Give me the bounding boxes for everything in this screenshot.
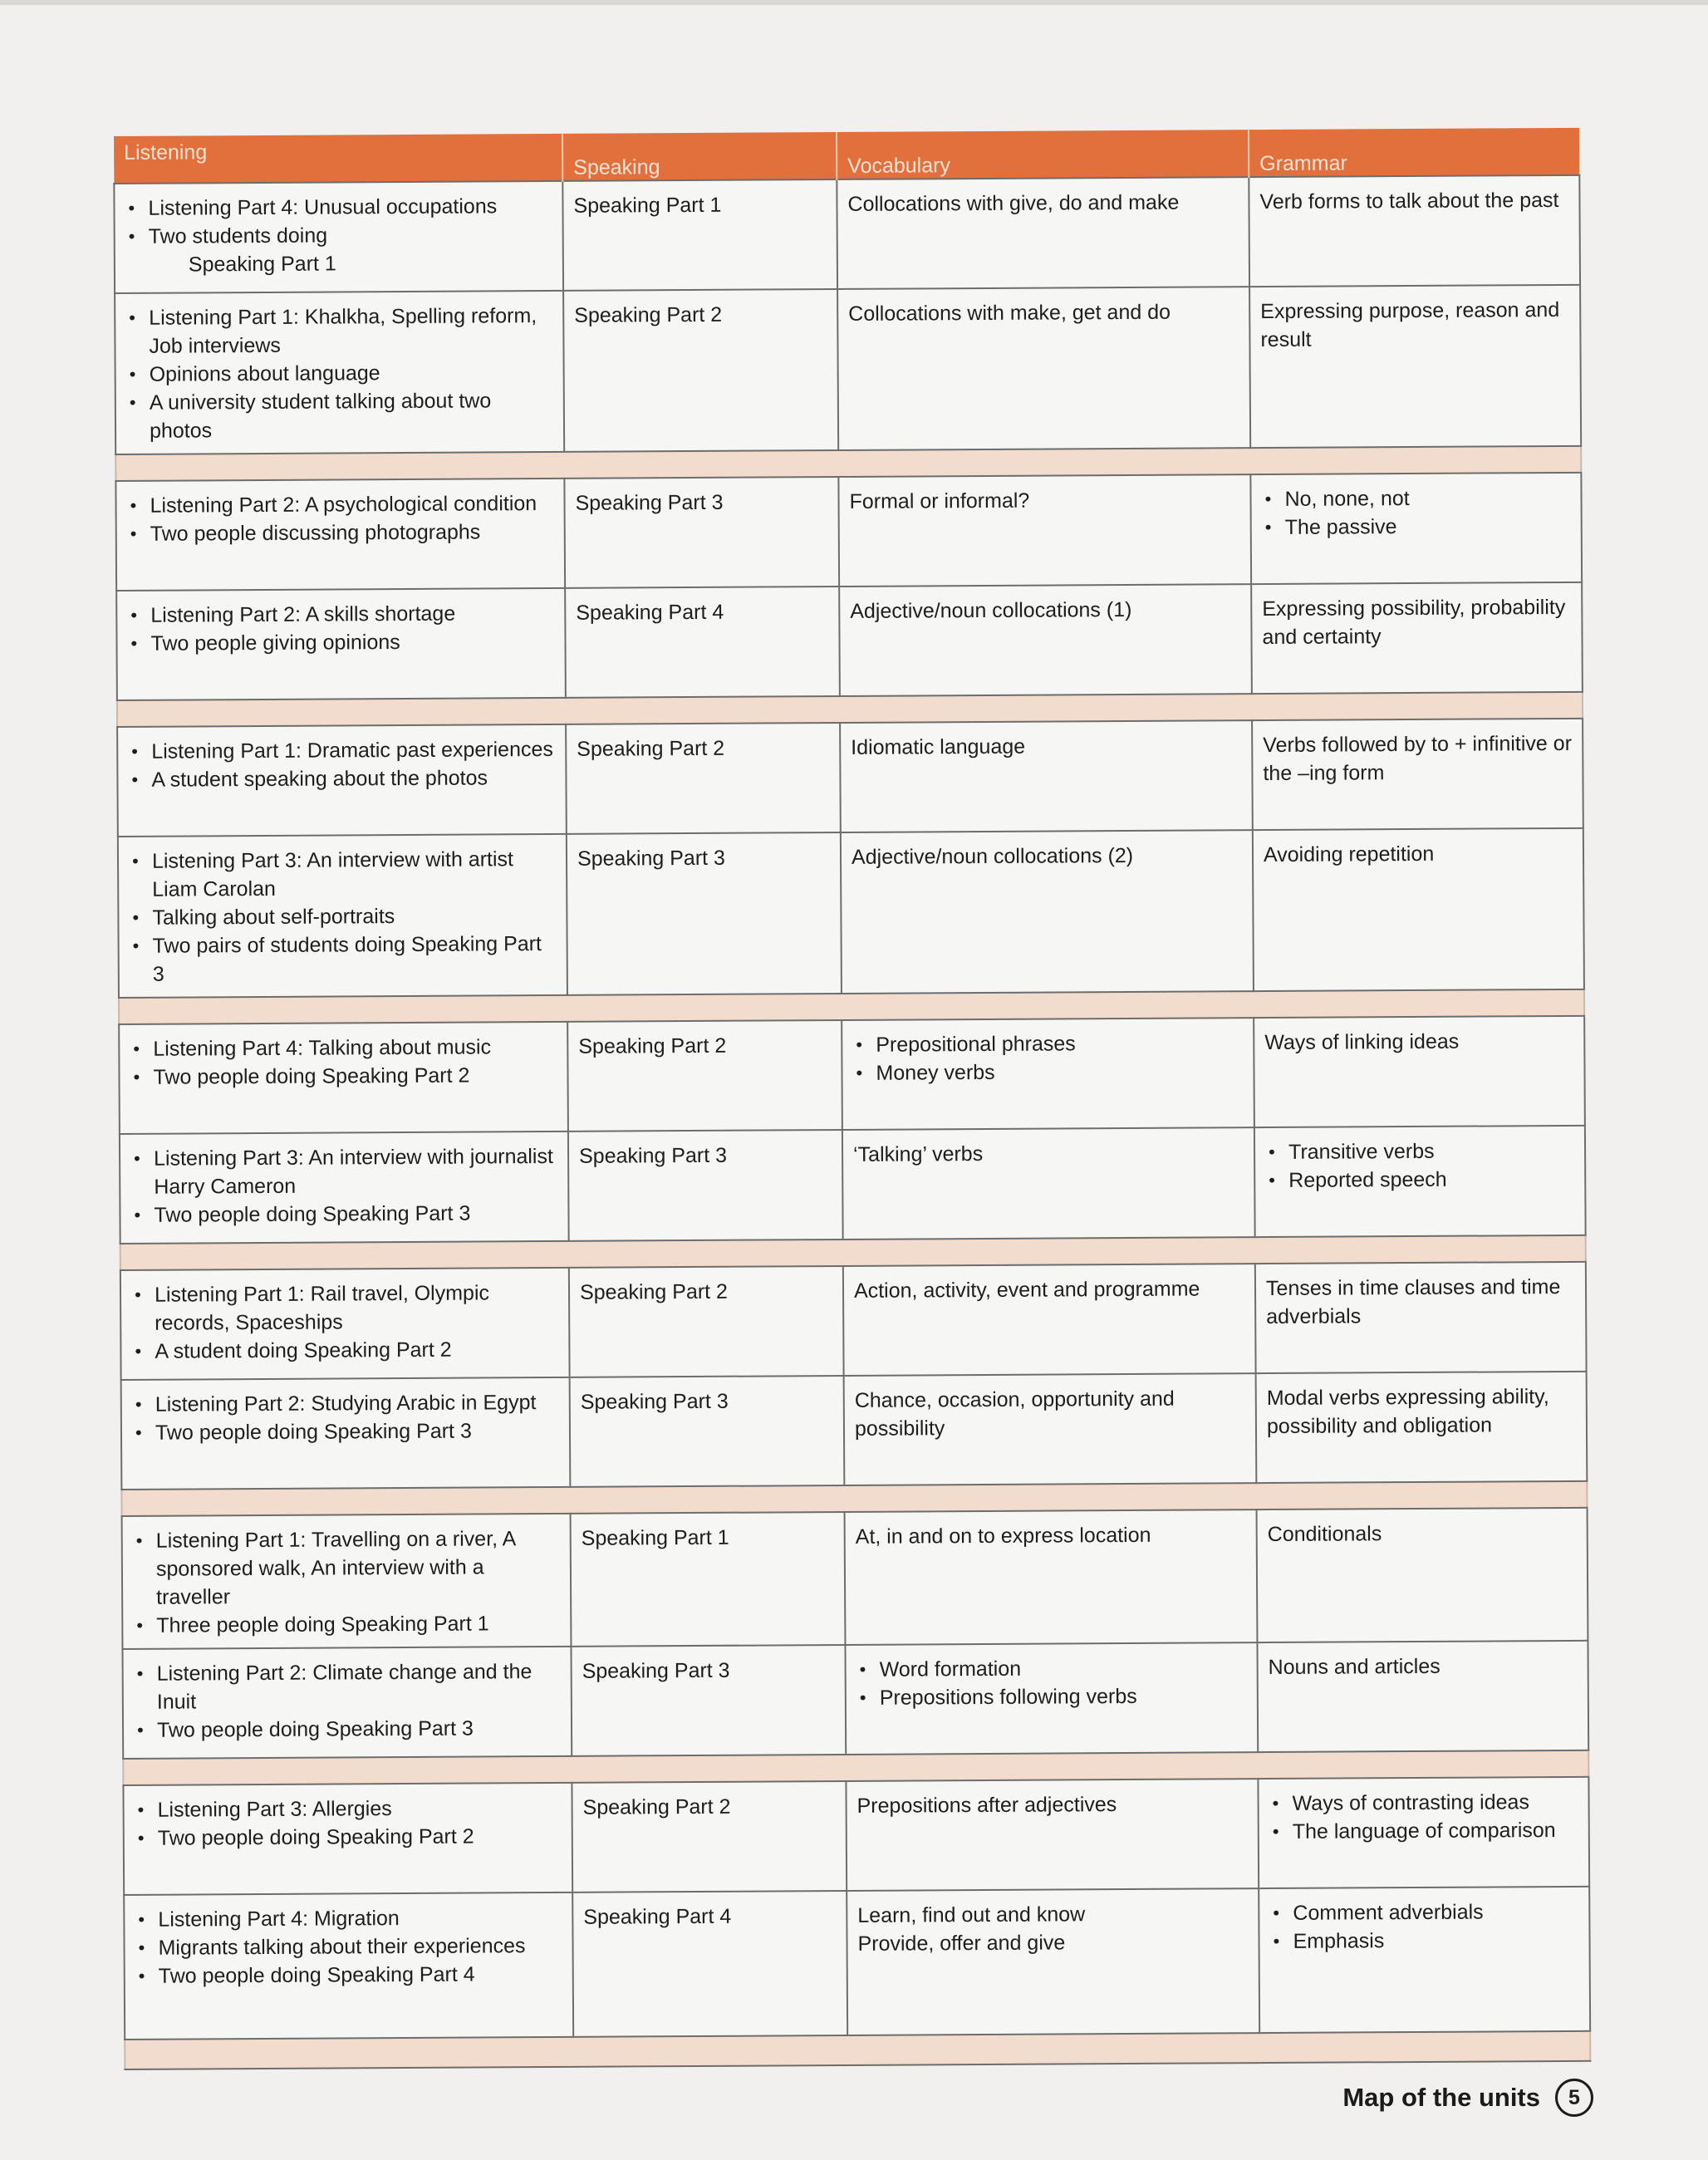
list-item: • No, none, not <box>1261 484 1570 513</box>
vocabulary-cell: Collocations with make, get and do <box>837 287 1250 450</box>
list-item: • The passive <box>1262 512 1571 542</box>
table-row <box>122 1508 1588 1649</box>
page-top-edge <box>0 0 1708 5</box>
speaking-cell: Speaking Part 2 <box>566 723 841 834</box>
speaking-cell: Speaking Part 1 <box>562 179 837 291</box>
header-vocabulary: Vocabulary <box>837 130 1249 179</box>
table-row <box>116 582 1583 700</box>
list-item: • The language of comparison <box>1269 1816 1578 1846</box>
vocabulary-cell <box>842 1018 1254 1130</box>
table-row <box>114 175 1580 293</box>
page-number: 5 <box>1555 2079 1593 2117</box>
grammar-cell: Tenses in time clauses and time adverbials <box>1255 1262 1587 1373</box>
list-item: • Listening Part 2: Studying Arabic in Egypt <box>132 1388 559 1419</box>
vocabulary-cell: Formal or informal? <box>838 474 1251 587</box>
list-item: • Opinions about language <box>126 358 553 389</box>
speaking-cell: Speaking Part 2 <box>567 1020 842 1132</box>
grammar-cell <box>1259 1887 1590 2033</box>
list-item: • Prepositions following verbs <box>856 1681 1247 1712</box>
list-item: • A university student talking about two photos <box>126 386 553 445</box>
list-item: • Prepositional phrases <box>852 1028 1243 1059</box>
listening-cell <box>118 834 567 998</box>
grammar-cell: Modal verbs expressing ability, possibility and obligation <box>1256 1372 1588 1483</box>
speaking-cell: Speaking Part 2 <box>572 1781 847 1892</box>
grammar-cell: Conditionals <box>1257 1508 1588 1642</box>
vocabulary-cell: Idiomatic language <box>840 720 1253 832</box>
list-item: • Two people doing Speaking Part 2 <box>130 1061 557 1092</box>
speaking-cell: Speaking Part 1 <box>571 1512 846 1647</box>
listening-cell <box>115 291 564 454</box>
header-grammar: Grammar <box>1249 128 1579 177</box>
vocabulary-cell: Chance, occasion, opportunity and possibility <box>844 1373 1257 1485</box>
list-item: • Three people doing Speaking Part 1 <box>133 1609 560 1640</box>
list-item: • Listening Part 4: Unusual occupations <box>125 192 552 223</box>
vocabulary-cell <box>845 1642 1258 1755</box>
listening-cell <box>117 724 567 837</box>
vocabulary-line: Learn, find out and know <box>857 1902 1086 1927</box>
grammar-cell <box>1258 1777 1589 1888</box>
speaking-cell: Speaking Part 3 <box>570 1376 845 1487</box>
list-item: • Listening Part 3: An interview with artist Liam Carolan <box>129 845 556 904</box>
header-speaking: Speaking <box>562 132 837 181</box>
grammar-cell <box>1254 1126 1586 1237</box>
grammar-cell: Avoiding repetition <box>1253 828 1584 991</box>
vocabulary-line: Provide, offer and give <box>857 1931 1066 1956</box>
listening-cell <box>115 479 565 591</box>
list-item: • Listening Part 2: Climate change and the Inuit <box>134 1657 561 1716</box>
vocabulary-cell: Collocations with give, do and make <box>837 177 1249 289</box>
vocabulary-cell: Action, activity, event and programme <box>843 1264 1256 1376</box>
list-item: • Listening Part 4: Migration <box>135 1903 562 1934</box>
listening-cell <box>121 1377 571 1490</box>
list-item: • Two students doing <box>125 220 552 251</box>
table-row <box>121 1372 1588 1490</box>
header-listening: Listening <box>114 134 562 184</box>
speaking-cell: Speaking Part 3 <box>568 1130 843 1241</box>
page-footer <box>1342 2079 1593 2117</box>
list-item: • Emphasis <box>1269 1926 1578 1956</box>
table-row <box>117 719 1583 837</box>
table-row <box>120 1262 1587 1380</box>
list-item: • Listening Part 3: An interview with journalist Harry Cameron <box>130 1142 557 1201</box>
listening-cell <box>122 1647 572 1759</box>
table-row <box>119 1016 1585 1134</box>
listening-cell <box>123 1783 572 1895</box>
list-item: • Two people discussing photographs <box>127 518 554 548</box>
list-item-continuation: Speaking Part 1 <box>188 252 336 277</box>
list-item: • Two people doing Speaking Part 3 <box>130 1199 557 1230</box>
speaking-cell: Speaking Part 3 <box>564 477 839 588</box>
speaking-cell: Speaking Part 2 <box>563 289 838 452</box>
table-row <box>115 473 1582 591</box>
vocabulary-cell: ‘Talking’ verbs <box>842 1127 1255 1240</box>
speaking-cell: Speaking Part 3 <box>567 832 842 995</box>
speaking-cell: Speaking Part 4 <box>572 1891 847 2037</box>
table-row <box>123 1777 1589 1895</box>
table-header-row <box>114 128 1579 184</box>
list-item: • Listening Part 1: Khalkha, Spelling reform, Job interviews <box>125 302 552 361</box>
grammar-cell: Verb forms to talk about the past <box>1249 175 1580 287</box>
table-row <box>118 828 1584 998</box>
list-item: • Comment adverbials <box>1269 1897 1578 1927</box>
listening-cell <box>122 1514 572 1649</box>
vocabulary-cell: Adjective/noun collocations (2) <box>841 830 1254 994</box>
list-item: • Ways of contrasting ideas <box>1269 1788 1578 1818</box>
listening-cell <box>124 1892 573 2040</box>
list-item: • Listening Part 1: Rail travel, Olympic records, Spaceships <box>131 1279 558 1338</box>
grammar-cell: Nouns and articles <box>1257 1641 1588 1752</box>
vocabulary-cell: At, in and on to express location <box>845 1510 1258 1645</box>
list-item: • Listening Part 2: A psychological condition <box>126 489 553 520</box>
table-row <box>115 285 1581 454</box>
grammar-cell: Expressing purpose, reason and result <box>1249 285 1581 448</box>
footer-title: Map of the units <box>1342 2083 1540 2112</box>
list-item: • Two people doing Speaking Part 3 <box>132 1416 559 1447</box>
listening-cell <box>116 588 566 700</box>
list-item: • Two people doing Speaking Part 3 <box>134 1714 561 1745</box>
list-item: • Word formation <box>856 1653 1247 1684</box>
list-item: • Migrants talking about their experiences <box>135 1932 562 1962</box>
list-item: • Two people doing Speaking Part 2 <box>135 1822 562 1853</box>
list-item: • Listening Part 4: Talking about music <box>130 1033 557 1063</box>
speaking-cell: Speaking Part 2 <box>569 1266 844 1377</box>
list-item: • Listening Part 3: Allergies <box>135 1794 562 1824</box>
list-item: • Money verbs <box>852 1057 1243 1087</box>
list-item: • Talking about self-portraits <box>129 901 556 932</box>
list-item: • A student speaking about the photos <box>128 763 555 794</box>
list-item: • A student doing Speaking Part 2 <box>131 1335 558 1366</box>
list-item: • Two people giving opinions <box>127 627 554 658</box>
table-row <box>124 1887 1590 2040</box>
speaking-cell: Speaking Part 4 <box>565 587 840 698</box>
vocabulary-cell: Adjective/noun collocations (1) <box>839 584 1252 696</box>
vocabulary-cell <box>847 1888 1259 2035</box>
list-item: • Listening Part 1: Dramatic past experiences <box>128 735 555 766</box>
table-row <box>122 1641 1588 1759</box>
list-item: • Two people doing Speaking Part 4 <box>135 1960 562 1991</box>
grammar-cell: Expressing possibility, probability and certainty <box>1251 582 1583 694</box>
list-item: • Listening Part 1: Travelling on a river, A sponsored walk, An interview with a traveller <box>133 1524 561 1612</box>
grammar-cell: Verbs followed by to + infinitive or the –ing form <box>1252 719 1583 830</box>
grammar-cell: Ways of linking ideas <box>1254 1016 1585 1127</box>
grammar-cell <box>1250 473 1582 584</box>
list-item: • Transitive verbs <box>1265 1136 1574 1166</box>
map-of-units-table <box>113 128 1591 2070</box>
list-item: • Reported speech <box>1265 1165 1574 1195</box>
listening-cell <box>114 181 563 293</box>
speaking-cell: Speaking Part 3 <box>571 1645 846 1756</box>
list-item: • Two pairs of students doing Speaking Part 3 <box>130 930 557 989</box>
listening-cell <box>119 1022 568 1134</box>
listening-cell <box>120 1268 570 1380</box>
vocabulary-cell: Prepositions after adjectives <box>846 1779 1259 1891</box>
list-item: • Listening Part 2: A skills shortage <box>127 599 554 630</box>
table-row <box>120 1126 1586 1244</box>
listening-cell <box>120 1132 569 1244</box>
